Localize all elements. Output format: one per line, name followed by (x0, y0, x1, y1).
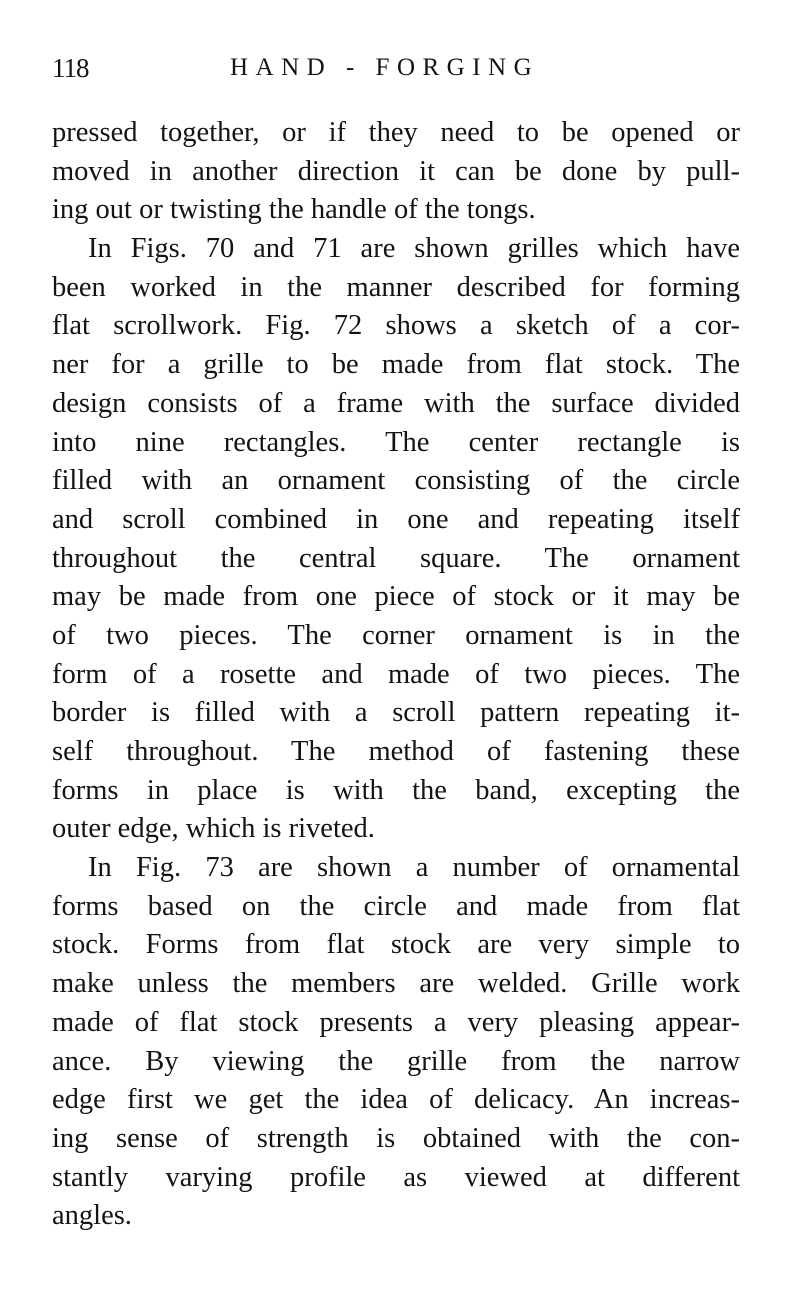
text-line: edge first we get the idea of delicacy. An increas- (52, 1084, 740, 1116)
text-line: ing out or twisting the handle of the tongs. (52, 194, 536, 226)
page-number: 118 (52, 53, 89, 83)
text-line: stantly varying profile as viewed at different (52, 1161, 740, 1193)
text-line: filled with an ornament consisting of the circle (52, 465, 740, 497)
text-line: forms based on the circle and made from flat (52, 890, 740, 922)
text-line: ner for a grille to be made from flat stock. The (52, 349, 740, 381)
text-line: moved in another direction it can be done by pull- (52, 155, 740, 187)
text-line: make unless the members are welded. Grille work (52, 968, 740, 1000)
text-line: form of a rosette and made of two pieces. The (52, 658, 740, 690)
body-text (52, 114, 740, 1236)
text-line: pressed together, or if they need to be opened or (52, 117, 740, 148)
paragraph-2 (52, 230, 740, 849)
text-line: angles. (52, 1200, 132, 1232)
text-line: been worked in the manner described for forming (52, 271, 740, 303)
text-line: may be made from one piece of stock or it may be (52, 581, 740, 613)
text-line: design consists of a frame with the surface divided (52, 387, 740, 419)
text-line: into nine rectangles. The center rectangle is (52, 426, 740, 458)
text-line: outer edge, which is riveted. (52, 813, 375, 845)
text-line: and scroll combined in one and repeating itself (52, 503, 740, 535)
text-line: border is filled with a scroll pattern repeating it- (52, 697, 740, 729)
paragraph-1 (52, 114, 740, 230)
text-line: forms in place is with the band, excepting the (52, 774, 740, 806)
text-line: throughout the central square. The ornament (52, 542, 740, 574)
text-line: flat scrollwork. Fig. 72 shows a sketch of a cor- (52, 310, 740, 342)
text-line: ing sense of strength is obtained with the con- (52, 1122, 740, 1154)
page-header (52, 50, 752, 90)
text-line: In Figs. 70 and 71 are shown grilles which have (88, 233, 740, 265)
text-line: self throughout. The method of fastening these (52, 736, 740, 767)
text-line: of two pieces. The corner ornament is in the (52, 619, 740, 651)
text-line: In Fig. 73 are shown a number of ornamental (88, 852, 740, 884)
text-line: made of flat stock presents a very pleasing appear- (52, 1006, 740, 1038)
text-line: ance. By viewing the grille from the narrow (52, 1045, 740, 1077)
paragraph-3 (52, 849, 740, 1236)
running-head: HAND - FORGING (230, 54, 540, 81)
text-line: stock. Forms from flat stock are very simple to (52, 929, 740, 961)
